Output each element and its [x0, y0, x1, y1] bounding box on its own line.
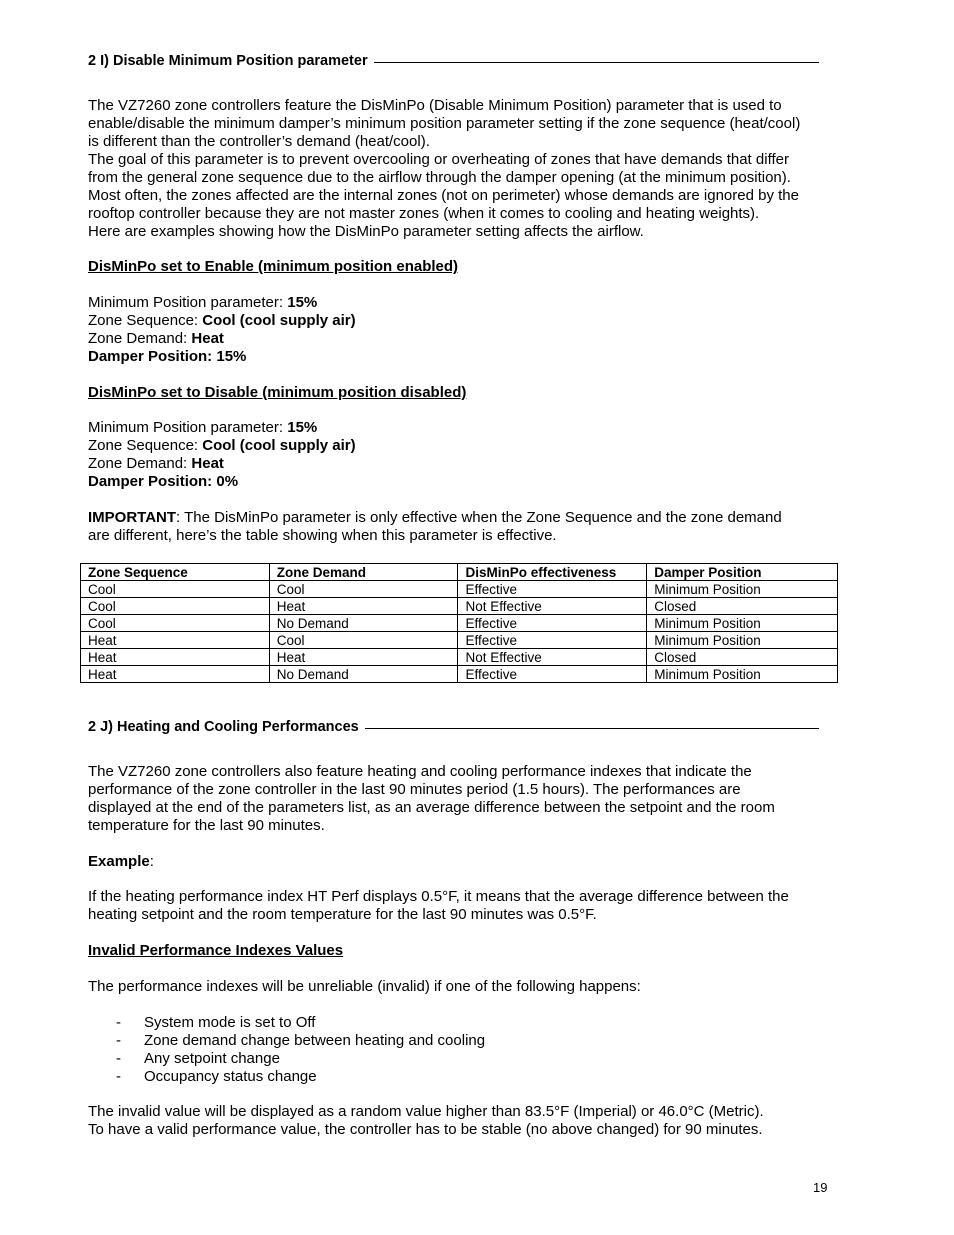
text-line: displayed at the end of the parameters list, as an average difference between the setpoint and the room: [88, 799, 775, 816]
table-header-row: [81, 564, 838, 581]
column-header: Zone Demand: [269, 564, 458, 581]
heading-rule: [374, 62, 819, 63]
text-line: temperature for the last 90 minutes.: [88, 817, 325, 834]
list-item: - Any setpoint change: [116, 1050, 485, 1068]
table-row: [81, 649, 838, 666]
heading-rule: [365, 728, 819, 729]
value: Cool (cool supply air): [202, 312, 356, 329]
text-line: performance of the zone controller in the last 90 minutes period (1.5 hours). The performances are: [88, 781, 741, 798]
text-line: The invalid value will be displayed as a random value higher than 83.5°F (Imperial) or 46.0°C (Metric).: [88, 1103, 764, 1120]
table-cell: Effective: [458, 581, 647, 598]
table-cell: Cool: [81, 615, 270, 632]
table-cell: Heat: [269, 598, 458, 615]
zone-demand-line: [88, 330, 458, 348]
min-position-line: [88, 419, 466, 437]
label: Zone Demand:: [88, 455, 192, 472]
zone-demand-line: [88, 455, 466, 473]
table-cell: Cool: [81, 581, 270, 598]
label: Zone Sequence:: [88, 437, 203, 454]
value: 15%: [287, 294, 318, 311]
table-cell: Cool: [269, 632, 458, 649]
table-cell: Heat: [81, 632, 270, 649]
text-line: is different than the controller’s demand (heat/cool).: [88, 133, 430, 150]
table-cell: Heat: [81, 649, 270, 666]
damper-position-line: Damper Position: 15%: [88, 348, 247, 365]
example-heading: DisMinPo set to Enable (minimum position enabled): [88, 258, 459, 275]
label: Minimum Position parameter:: [88, 294, 288, 311]
text-line: are different, here’s the table showing when this parameter is effective.: [88, 527, 557, 544]
table-cell: Heat: [269, 649, 458, 666]
table-row: [81, 666, 838, 683]
value: Heat: [191, 330, 224, 347]
table-cell: Minimum Position: [647, 581, 838, 598]
invalid-heading: Invalid Performance Indexes Values: [88, 942, 344, 959]
table-cell: Minimum Position: [647, 615, 838, 632]
invalid-conditions-list: [88, 1014, 485, 1086]
performance-intro: [88, 763, 838, 835]
text-line: The goal of this parameter is to prevent overcooling or overheating of zones that have demands that differ: [88, 151, 789, 168]
value: Heat: [191, 455, 224, 472]
intro-paragraph: [88, 97, 838, 241]
text-line: To have a valid performance value, the controller has to be stable (no above changed) for 90 minutes.: [88, 1121, 763, 1138]
column-header: Damper Position: [647, 564, 838, 581]
text-line: from the general zone sequence due to the airflow through the damper opening (at the minimum position).: [88, 169, 791, 186]
label: Zone Sequence:: [88, 312, 203, 329]
text: : The DisMinPo parameter is only effective when the Zone Sequence and the zone demand: [176, 509, 782, 526]
example-disable: [88, 384, 466, 491]
min-position-line: [88, 294, 458, 312]
damper-position-line: Damper Position: 0%: [88, 473, 239, 490]
list-item: - System mode is set to Off: [116, 1014, 485, 1032]
text-line: Here are examples showing how the DisMinPo parameter setting affects the airflow.: [88, 223, 644, 240]
table-cell: Not Effective: [458, 598, 647, 615]
table-cell: Cool: [269, 581, 458, 598]
column-header: DisMinPo effectiveness: [458, 564, 647, 581]
text-line: rooftop controller because they are not master zones (when it comes to cooling and heating weights).: [88, 205, 760, 222]
value: Cool (cool supply air): [202, 437, 356, 454]
table-cell: Cool: [81, 598, 270, 615]
example-paragraph: [88, 888, 838, 924]
table-cell: Effective: [458, 632, 647, 649]
table-cell: Heat: [81, 666, 270, 683]
important-note: [88, 509, 838, 545]
list-item: - Zone demand change between heating and cooling: [116, 1032, 485, 1050]
table-cell: Minimum Position: [647, 632, 838, 649]
text-line: The VZ7260 zone controllers also feature heating and cooling performance indexes that indicate the: [88, 763, 752, 780]
table-cell: No Demand: [269, 666, 458, 683]
text-line: enable/disable the minimum damper’s minimum position parameter setting if the zone sequence (heat/cool): [88, 115, 801, 132]
text-line: heating setpoint and the room temperature for the last 90 minutes was 0.5°F.: [88, 906, 597, 923]
example-label: Example: [88, 853, 150, 870]
section-title: 2 J) Heating and Cooling Performances: [88, 719, 359, 735]
table-cell: Closed: [647, 598, 838, 615]
zone-sequence-line: [88, 312, 458, 330]
list-item: - Occupancy status change: [116, 1068, 485, 1086]
invalid-intro: The performance indexes will be unreliable (invalid) if one of the following happens:: [88, 978, 641, 995]
closing-paragraph: [88, 1103, 838, 1139]
table-row: [81, 632, 838, 649]
table-cell: Not Effective: [458, 649, 647, 666]
table-cell: Effective: [458, 666, 647, 683]
label: Zone Demand:: [88, 330, 192, 347]
text-line: The VZ7260 zone controllers feature the DisMinPo (Disable Minimum Position) parameter that is used to: [88, 97, 782, 114]
zone-sequence-line: [88, 437, 466, 455]
colon: :: [149, 853, 154, 870]
value: 15%: [287, 419, 318, 436]
table-row: [81, 615, 838, 632]
text-line: If the heating performance index HT Perf displays 0.5°F, it means that the average difference between the: [88, 888, 789, 905]
table-cell: Minimum Position: [647, 666, 838, 683]
text-line: [88, 509, 838, 527]
effectiveness-table: [80, 563, 838, 683]
section-title: 2 I) Disable Minimum Position parameter: [88, 53, 368, 69]
text-line: Most often, the zones affected are the internal zones (not on perimeter) whose demands are ignored by the: [88, 187, 799, 204]
table-cell: Closed: [647, 649, 838, 666]
table-row: [81, 598, 838, 615]
example-heading: DisMinPo set to Disable (minimum position disabled): [88, 384, 467, 401]
table-cell: No Demand: [269, 615, 458, 632]
table-row: [81, 581, 838, 598]
example-label-line: [88, 853, 154, 871]
section-heading-i: [88, 52, 833, 70]
important-label: IMPORTANT: [88, 509, 177, 526]
column-header: Zone Sequence: [81, 564, 270, 581]
page-number: 19: [813, 1180, 828, 1195]
section-heading-j: [88, 718, 833, 736]
label: Minimum Position parameter:: [88, 419, 288, 436]
example-enable: [88, 258, 458, 366]
table-cell: Effective: [458, 615, 647, 632]
